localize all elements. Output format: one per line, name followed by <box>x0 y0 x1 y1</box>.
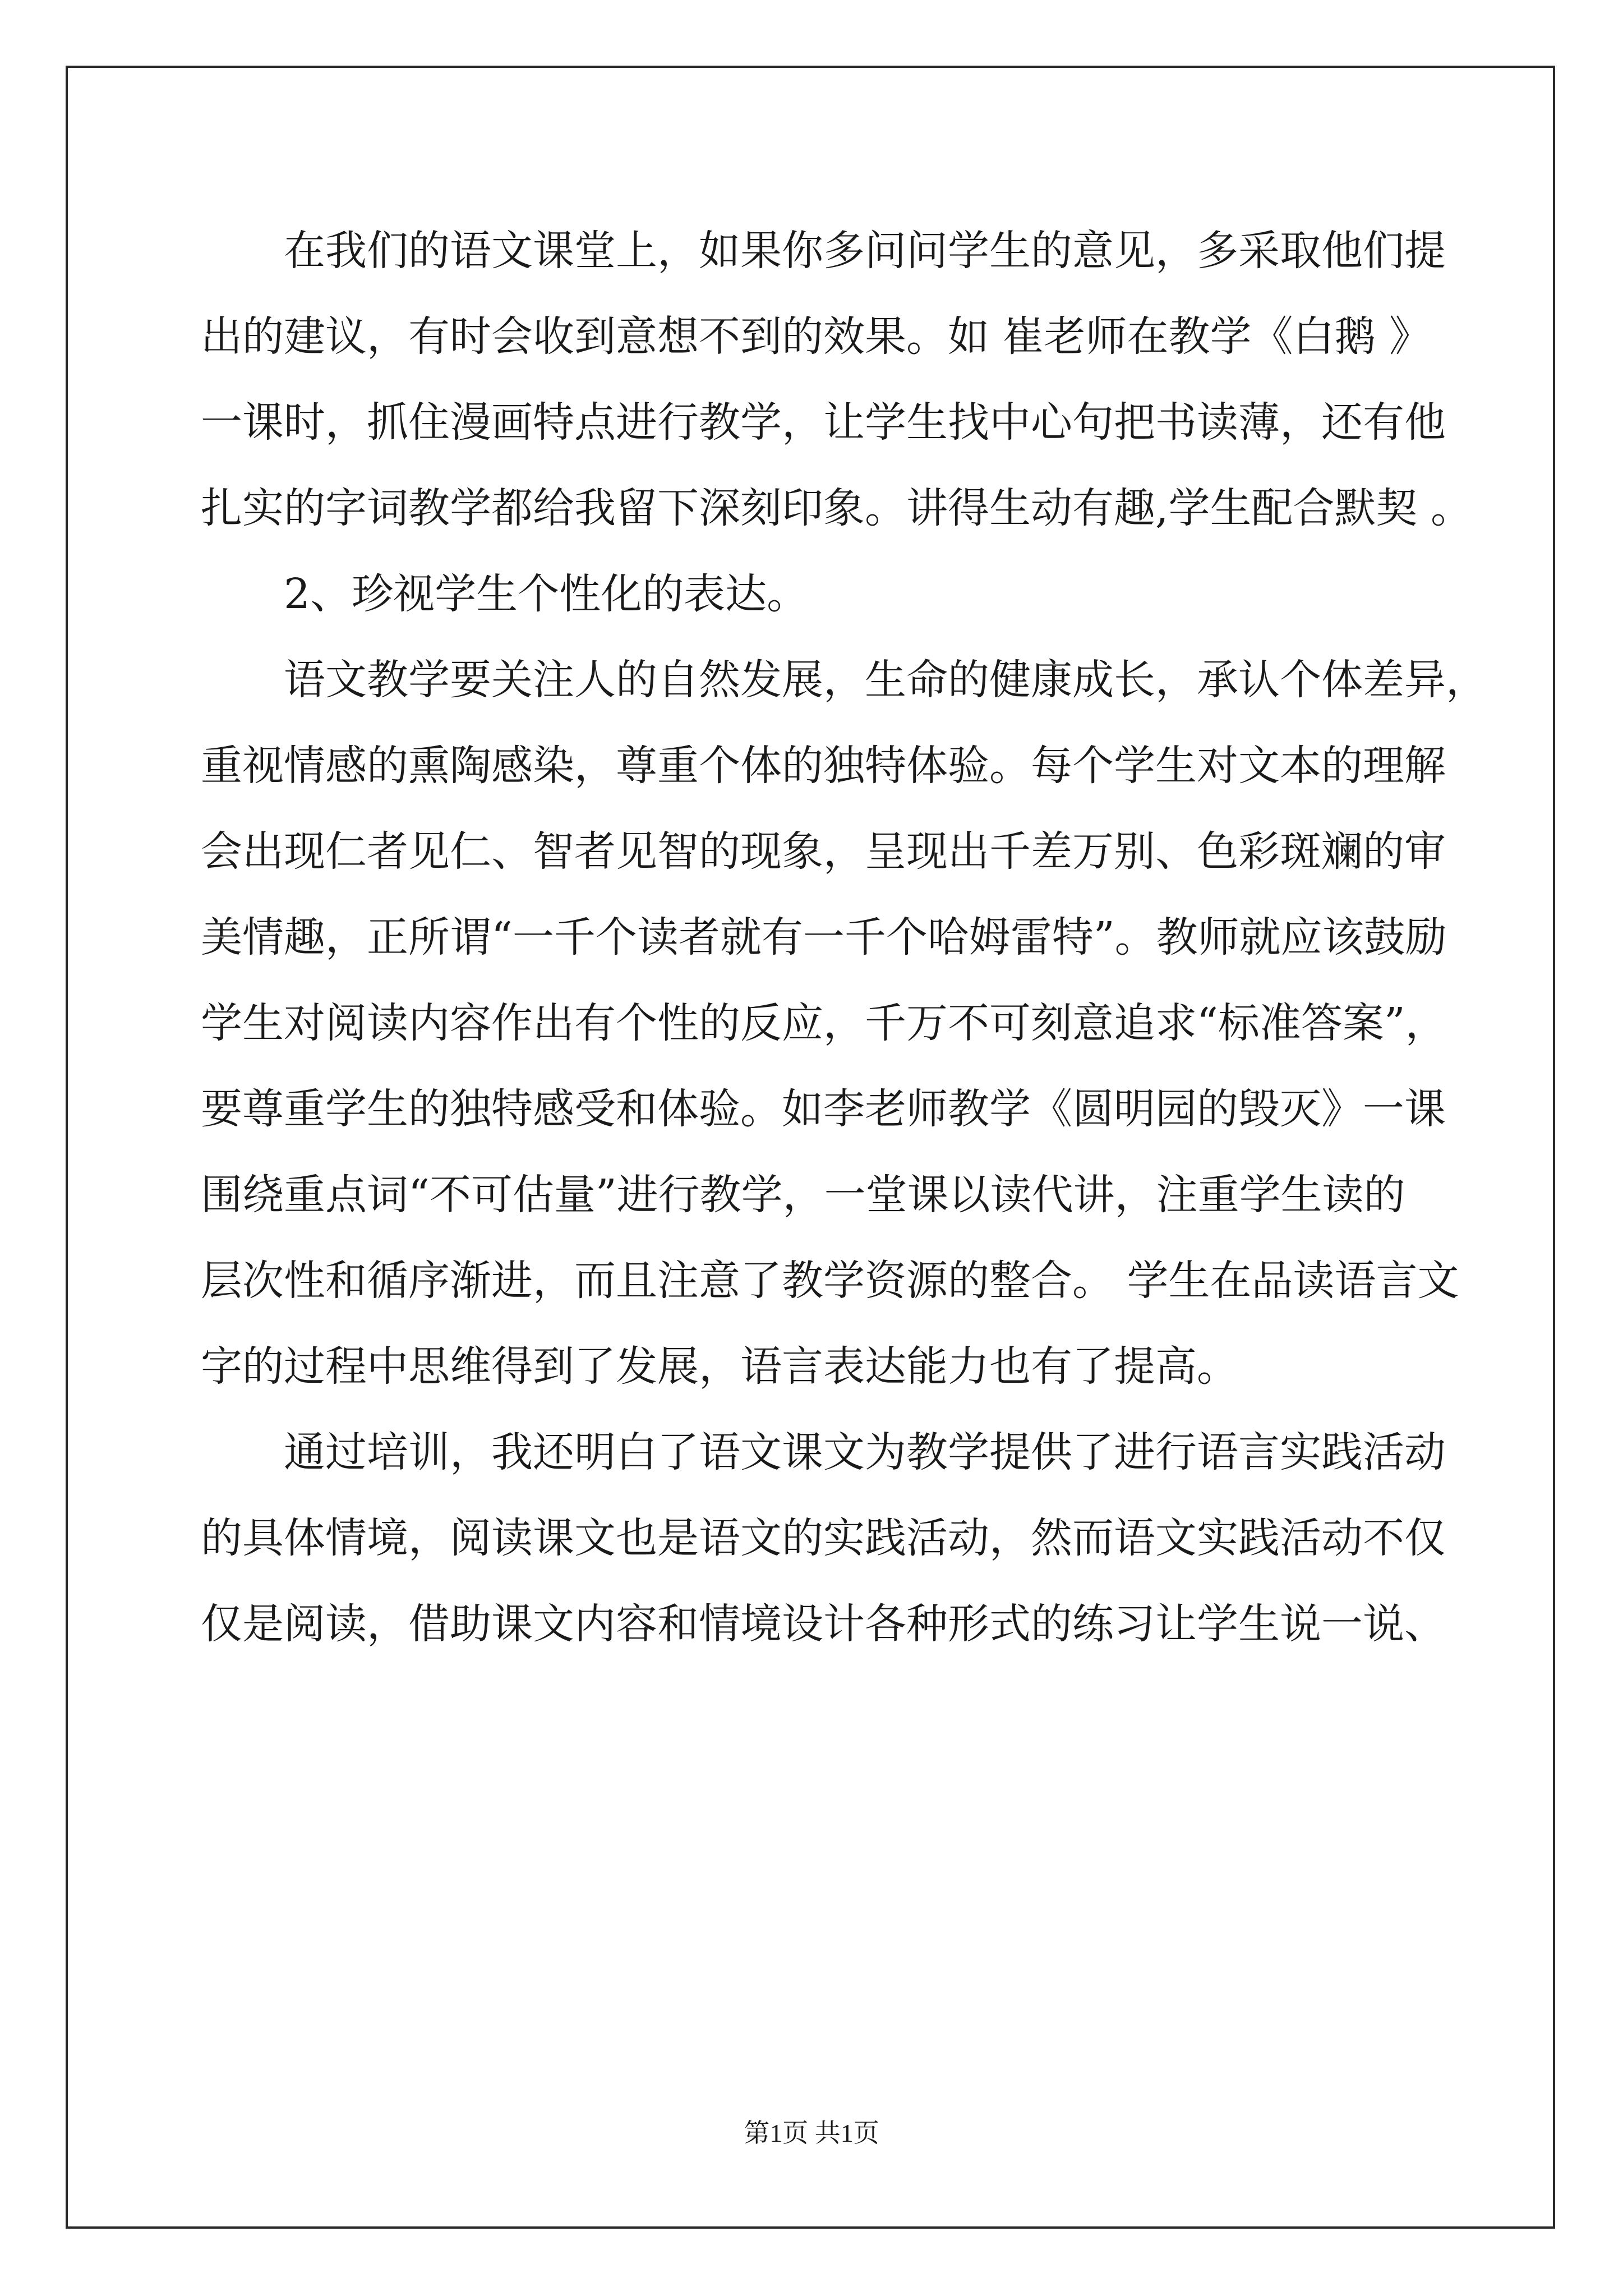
text-line: 层次性和循序渐进，而且注意了教学资源的整合。 学生在品读语言文 <box>201 1257 1459 1305</box>
text-line: 在我们的语文课堂上，如果你多问问学生的意见，多采取他们提 <box>284 227 1446 275</box>
section-heading: 2、珍视学生个性化的表达。 <box>284 570 809 618</box>
text-line: 的具体情境，阅读课文也是语文的实践活动，然而语文实践活动不仅 <box>201 1514 1446 1562</box>
text-line: 美情趣，正所谓“一千个读者就有一千个哈姆雷特”。教师就应该鼓励 <box>201 913 1447 961</box>
page-number: 第1页 共1页 <box>744 2119 879 2147</box>
text-line: 学生对阅读内容作出有个性的反应，千万不可刻意追求“标准答案”， <box>201 999 1447 1047</box>
text-line: 语文教学要关注人的自然发展，生命的健康成长，承认个体差异， <box>284 656 1487 704</box>
text-line: 出的建议，有时会收到意想不到的效果。如 崔老师在教学《白鹅 》 <box>201 312 1431 361</box>
text-line: 通过培训，我还明白了语文课文为教学提供了进行语言实践活动 <box>284 1428 1446 1476</box>
text-line: 要尊重学生的独特感受和体验。如李老师教学《圆明园的毁灭》一课 <box>201 1085 1446 1133</box>
text-line: 扎实的字词教学都给我留下深刻印象。讲得生动有趣,学生配合默契 。 <box>201 484 1473 532</box>
page-border <box>66 66 1555 2229</box>
text-line: 会出现仁者见仁、智者见智的现象，呈现出千差万别、色彩斑斓的审 <box>201 827 1446 876</box>
text-line: 仅是阅读，借助课文内容和情境设计各种形式的练习让学生说一说、 <box>201 1600 1446 1648</box>
text-line: 字的过程中思维得到了发展，语言表达能力也有了提高。 <box>201 1342 1238 1391</box>
text-line: 围绕重点词“不可估量”进行教学，一堂课以读代讲，注重学生读的 <box>201 1171 1405 1219</box>
text-line: 一课时，抓住漫画特点进行教学，让学生找中心句把书读薄，还有他 <box>201 398 1446 447</box>
text-line: 重视情感的熏陶感染，尊重个体的独特体验。每个学生对文本的理解 <box>201 742 1446 790</box>
